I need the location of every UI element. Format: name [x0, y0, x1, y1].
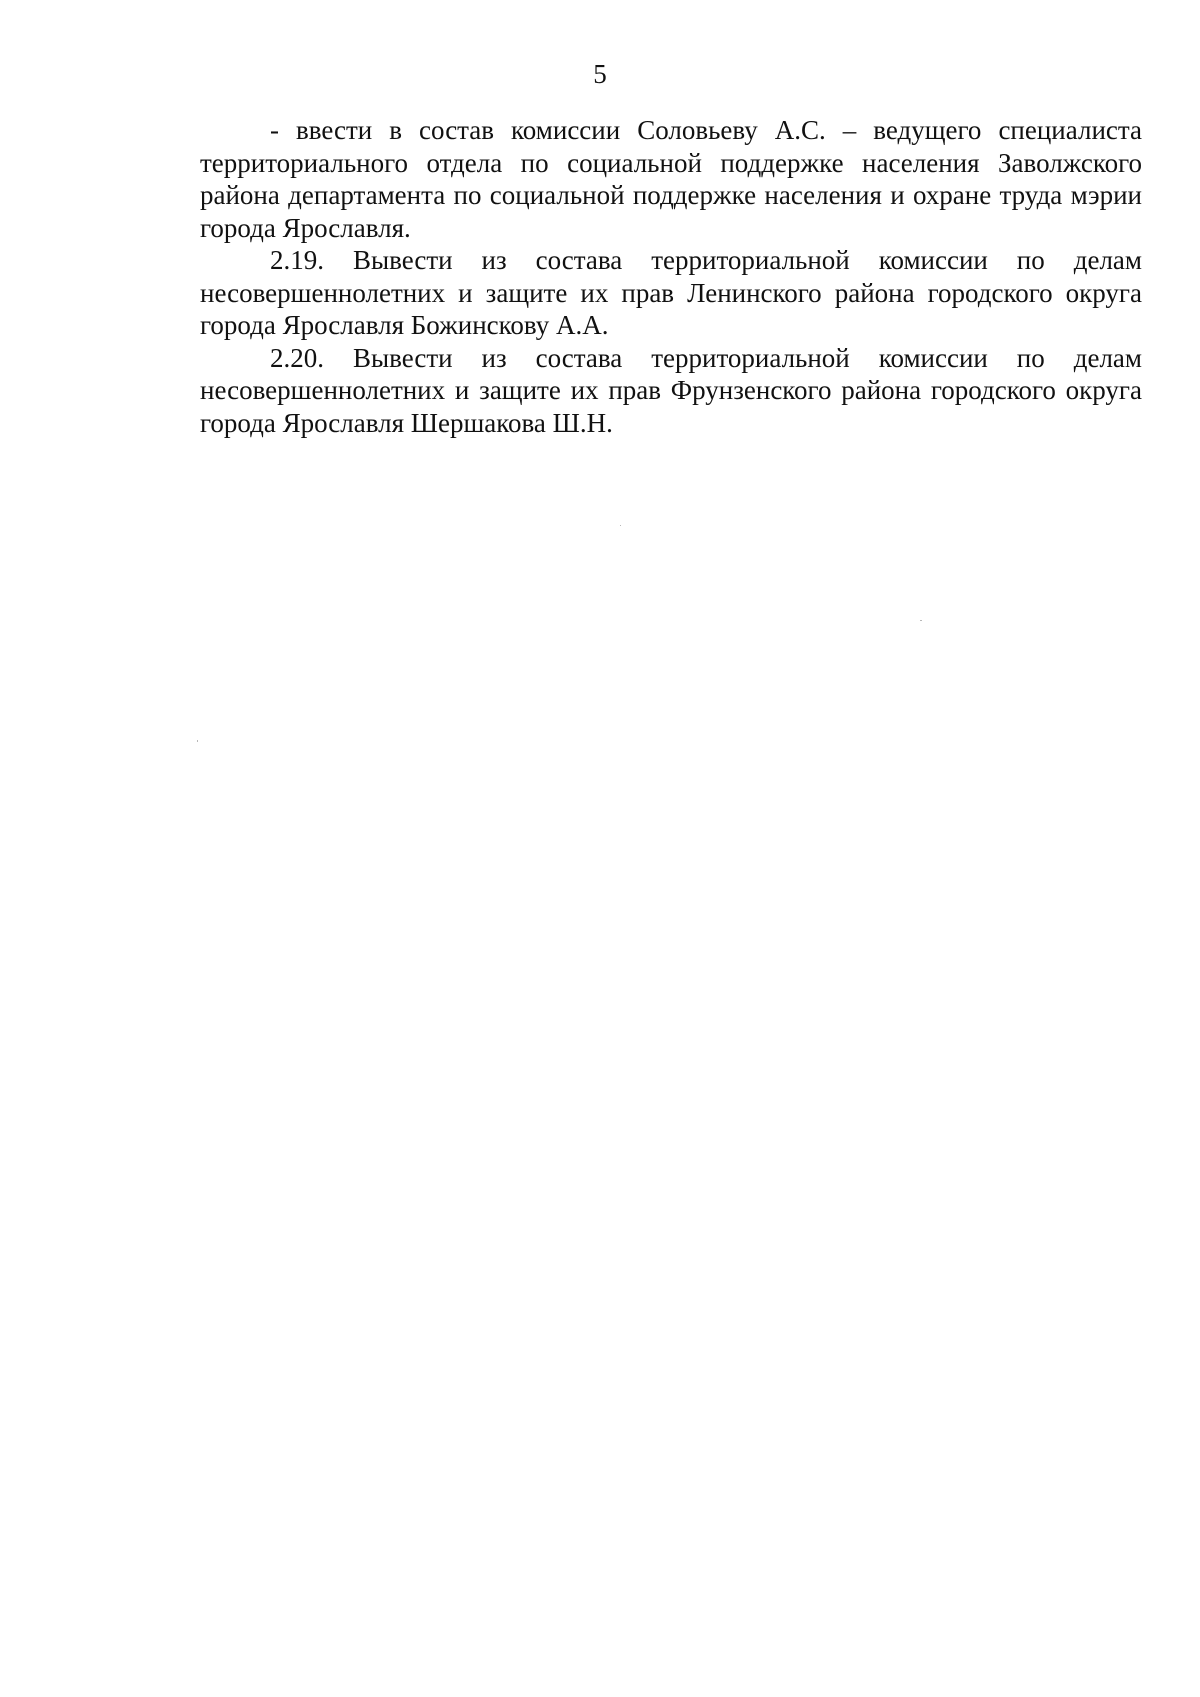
paragraph-2-19: 2.19. Вывести из состава территориальной комиссии по делам несовершеннолетних и защите их прав Ленинского района городского округа города Ярославля Божинскову А.А.: [200, 245, 1142, 340]
scan-speck: [197, 740, 198, 742]
document-body: [200, 114, 1142, 439]
paragraph-2-20: 2.20. Вывести из состава территориальной комиссии по делам несовершеннолетних и защите их прав Фрунзенского района городского округа города Ярославля Шершакова Ш.Н.: [200, 342, 1142, 438]
paragraph-add-member: - ввести в состав комиссии Соловьеву А.С. – ведущего специалиста территориального отдела по социальной поддержке населения Заволжского района департамента по социальной поддержке населения и охране труда мэрии города Ярославля.: [200, 115, 1142, 243]
scan-speck: [620, 525, 621, 526]
scan-speck: [920, 620, 922, 621]
page-number: 5: [593, 59, 607, 89]
